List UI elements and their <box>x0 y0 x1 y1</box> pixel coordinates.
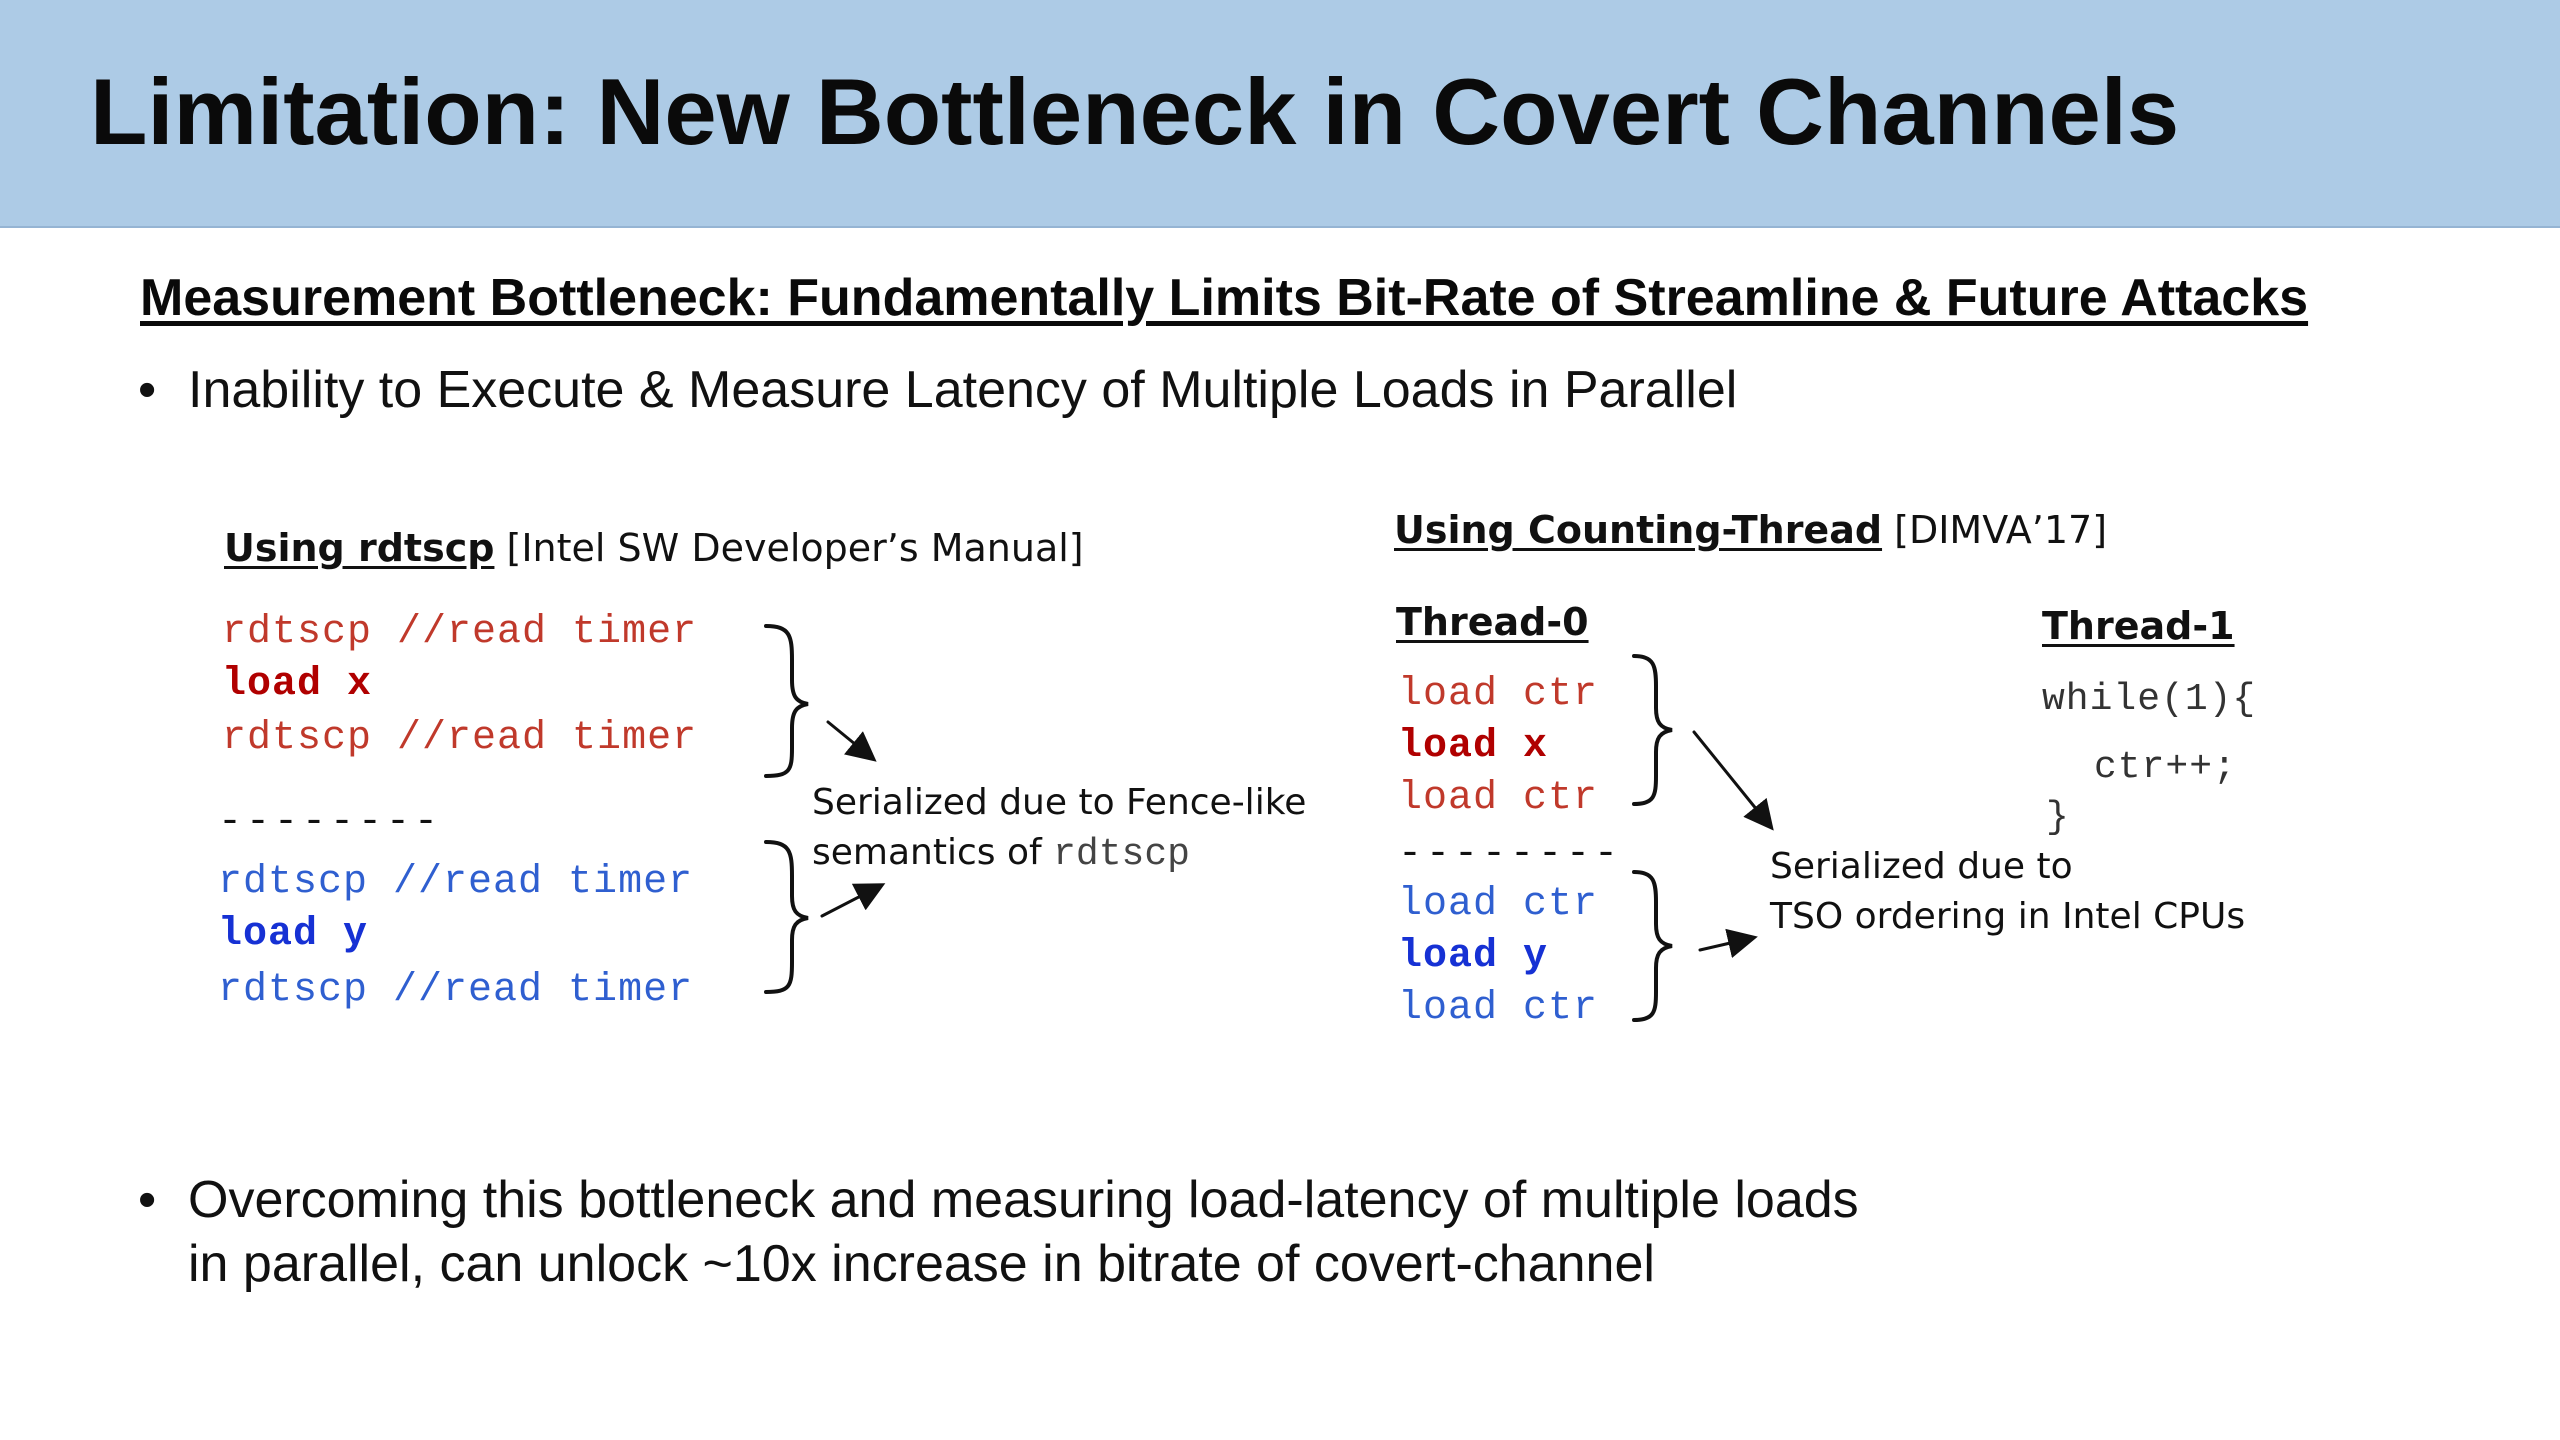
arrow-right-bottom <box>1700 938 1752 950</box>
brace-right-top <box>1634 656 1672 804</box>
thread1-label: Thread-1 <box>2042 604 2235 648</box>
bullet-marker: • <box>138 361 157 419</box>
subheading: Measurement Bottleneck: Fundamentally Limits Bit-Rate of Streamline & Future Attacks <box>140 269 2309 327</box>
left-caption-ref: [Intel SW Developer’s Manual] <box>494 526 1084 570</box>
thread1-code-line: while(1){ <box>2042 678 2257 721</box>
arrow-left-bottom <box>822 886 880 916</box>
left-code-line: rdtscp //read timer <box>218 968 694 1013</box>
right-note-line1: Serialized due to <box>1770 846 2073 887</box>
right-code-line: load ctr <box>1398 882 1599 927</box>
bullet-text: Overcoming this bottleneck and measuring load-latency of multiple loads <box>188 1171 1859 1229</box>
left-note-line1: Serialized due to Fence-like <box>812 782 1307 823</box>
right-separator: -------- <box>1398 832 1623 877</box>
arrow-right-top <box>1694 732 1770 826</box>
arrow-left-top <box>828 722 872 758</box>
brace-left-bottom <box>766 842 808 992</box>
left-note-code: rdtscp <box>1053 833 1190 876</box>
left-code-line: rdtscp //read timer <box>218 860 694 905</box>
bullet-text: Inability to Execute & Measure Latency of Multiple Loads in Parallel <box>188 361 1738 419</box>
thread1-code-line: } <box>2046 796 2070 839</box>
thread1-code-line: ctr++; <box>2094 746 2237 789</box>
left-code-line: rdtscp //read timer <box>222 716 698 761</box>
bullet-text: in parallel, can unlock ~10x increase in bitrate of covert-channel <box>188 1235 1655 1293</box>
left-separator: -------- <box>218 800 443 845</box>
right-code-line: load y <box>1398 934 1549 979</box>
right-code-line: load ctr <box>1398 672 1599 717</box>
left-code-line: rdtscp //read timer <box>222 610 698 655</box>
thread0-label: Thread-0 <box>1396 600 1589 644</box>
right-code-line: load ctr <box>1398 986 1599 1031</box>
right-caption-ref: [DIMVA’17] <box>1882 508 2108 552</box>
left-caption-title: Using rdtscp <box>224 526 495 570</box>
left-code-line: load y <box>218 912 369 957</box>
left-note-text: semantics of <box>812 832 1054 873</box>
brace-left-top <box>766 626 808 776</box>
right-caption-title: Using Counting-Thread <box>1394 508 1883 552</box>
right-note-line2: TSO ordering in Intel CPUs <box>1770 896 2246 937</box>
slide-title: Limitation: New Bottleneck in Covert Channels <box>90 59 2180 164</box>
brace-right-bottom <box>1634 872 1672 1020</box>
left-code-line: load x <box>222 662 373 707</box>
right-code-line: load x <box>1398 724 1549 769</box>
bullet-marker: • <box>138 1171 157 1229</box>
right-code-line: load ctr <box>1398 776 1599 821</box>
